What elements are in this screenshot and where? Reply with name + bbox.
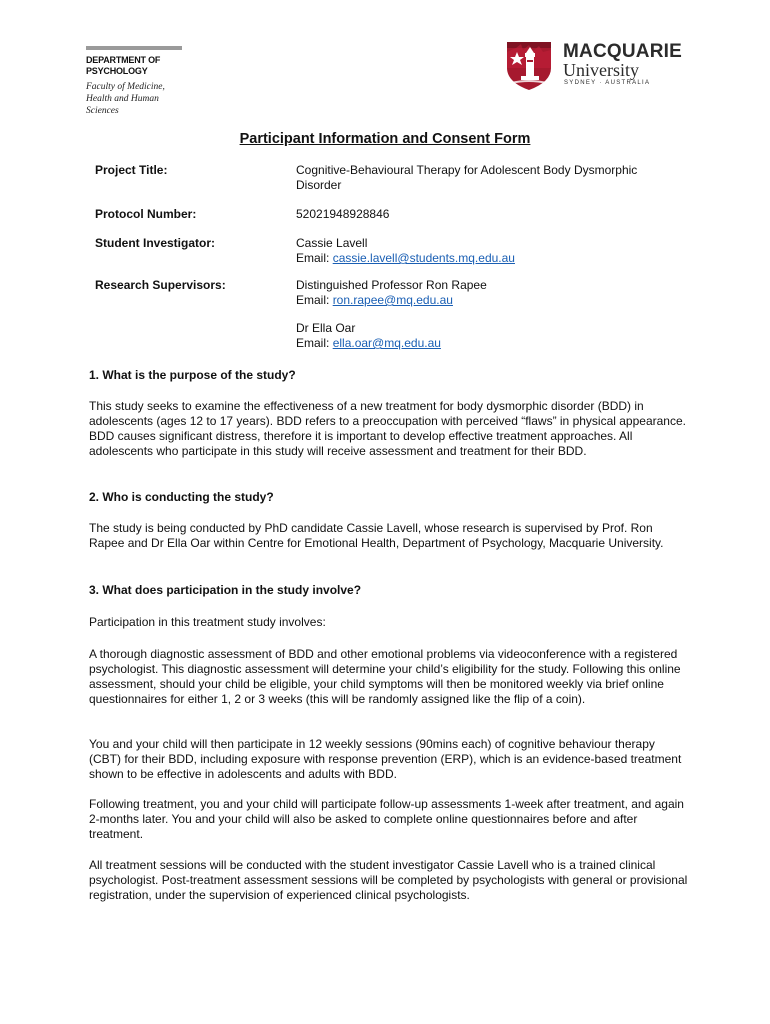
project-title-label: Project Title: — [95, 163, 168, 177]
research-supervisors-label: Research Supervisors: — [95, 278, 226, 292]
section-3-paragraph-sessions: You and your child will then participate in 12 weekly sessions (90mins each) of cognitive behaviour therapy (CBT) for their BDD, including exposure with response prevention (ERP), which is an evidence-based treatment shown to be effective in adolescents and adults with BDD. — [89, 737, 682, 781]
section-3-heading: 3. What does participation in the study involve? — [89, 583, 362, 597]
department-rule — [86, 46, 182, 50]
page-title: Participant Information and Consent Form — [239, 131, 531, 147]
email-prefix: Email: — [296, 251, 333, 265]
project-title-value — [296, 163, 696, 193]
project-title-line-2: Disorder — [296, 178, 342, 192]
student-email-link[interactable]: cassie.lavell@students.mq.edu.au — [332, 251, 515, 265]
student-investigator-value — [296, 236, 696, 266]
student-email-line — [296, 251, 696, 266]
supervisor-1-name: Distinguished Professor Ron Rapee — [296, 278, 487, 292]
supervisor-1-email-link[interactable]: ron.rapee@mq.edu.au — [332, 293, 453, 307]
supervisor-1-email-line — [296, 293, 696, 308]
student-investigator-label: Student Investigator: — [95, 236, 216, 250]
logo-name: MACQUARIE — [563, 41, 682, 62]
section-1-paragraph: This study seeks to examine the effectiveness of a new treatment for body dysmorphic disorder (BDD) in adolescents (ages 12 to 17 years). BDD refers to a preoccupation with perceived “flaws” in physical appearance. BDD causes significant distress, therefore it is important to develop effective treatment approaches. All adolescents who participate in this study will receive assessment and treatment for their BDD. — [89, 399, 686, 458]
section-3-paragraph-sessions-staff: All treatment sessions will be conducted with the student investigator Cassie Lavell who is a trained clinical psychologist. Post-treatment assessment sessions will be completed by psychologists with general or provisional registration, under the supervision of experienced clinical psychologists. — [89, 858, 688, 902]
department-name: DEPARTMENT OF PSYCHOLOGY — [86, 55, 161, 76]
faculty-name: Faculty of Medicine, Health and Human Sciences — [86, 82, 165, 116]
protocol-number-label: Protocol Number: — [95, 207, 197, 221]
email-prefix: Email: — [296, 336, 333, 350]
logo-location: SYDNEY · AUSTRALIA — [564, 80, 651, 86]
student-name: Cassie Lavell — [296, 236, 368, 250]
protocol-number-value: 52021948928846 — [296, 207, 390, 221]
supervisor-2-email-link[interactable]: ella.oar@mq.edu.au — [332, 336, 441, 350]
supervisor-1 — [296, 278, 696, 308]
section-2-paragraph: The study is being conducted by PhD candidate Cassie Lavell, whose research is supervised by Prof. Ron Rapee and Dr Ella Oar within Centre for Emotional Health, Department of Psychology, Macquarie University. — [89, 521, 664, 550]
project-title-line-1: Cognitive-Behavioural Therapy for Adolescent Body Dysmorphic — [296, 163, 638, 177]
section-3-paragraph-assessment: A thorough diagnostic assessment of BDD and other emotional problems via videoconference with a registered psychologist. This diagnostic assessment will determine your child’s eligibility for the study. Following this online assessment, should your child be eligible, your child symptoms will then be monitored weekly via brief online questionnaires for either 1, 2 or 3 weeks (this will be randomly assigned like the flip of a coin). — [89, 647, 681, 706]
supervisor-2-email-line — [296, 336, 696, 351]
email-prefix: Email: — [296, 293, 333, 307]
lighthouse-crest-icon — [507, 42, 551, 90]
section-2-heading: 2. Who is conducting the study? — [89, 490, 274, 504]
logo-subtitle: University — [563, 60, 639, 80]
supervisor-2 — [296, 321, 696, 351]
section-1-heading: 1. What is the purpose of the study? — [89, 368, 296, 382]
section-3-paragraph-followup: Following treatment, you and your child will participate follow-up assessments 1-week after treatment, and again 2-months later. You and your child will also be asked to complete online questionnaires before and after treatment. — [89, 797, 684, 841]
university-logo — [507, 42, 707, 92]
section-3-intro: Participation in this treatment study involves: — [89, 615, 326, 629]
supervisor-2-name: Dr Ella Oar — [296, 321, 356, 335]
